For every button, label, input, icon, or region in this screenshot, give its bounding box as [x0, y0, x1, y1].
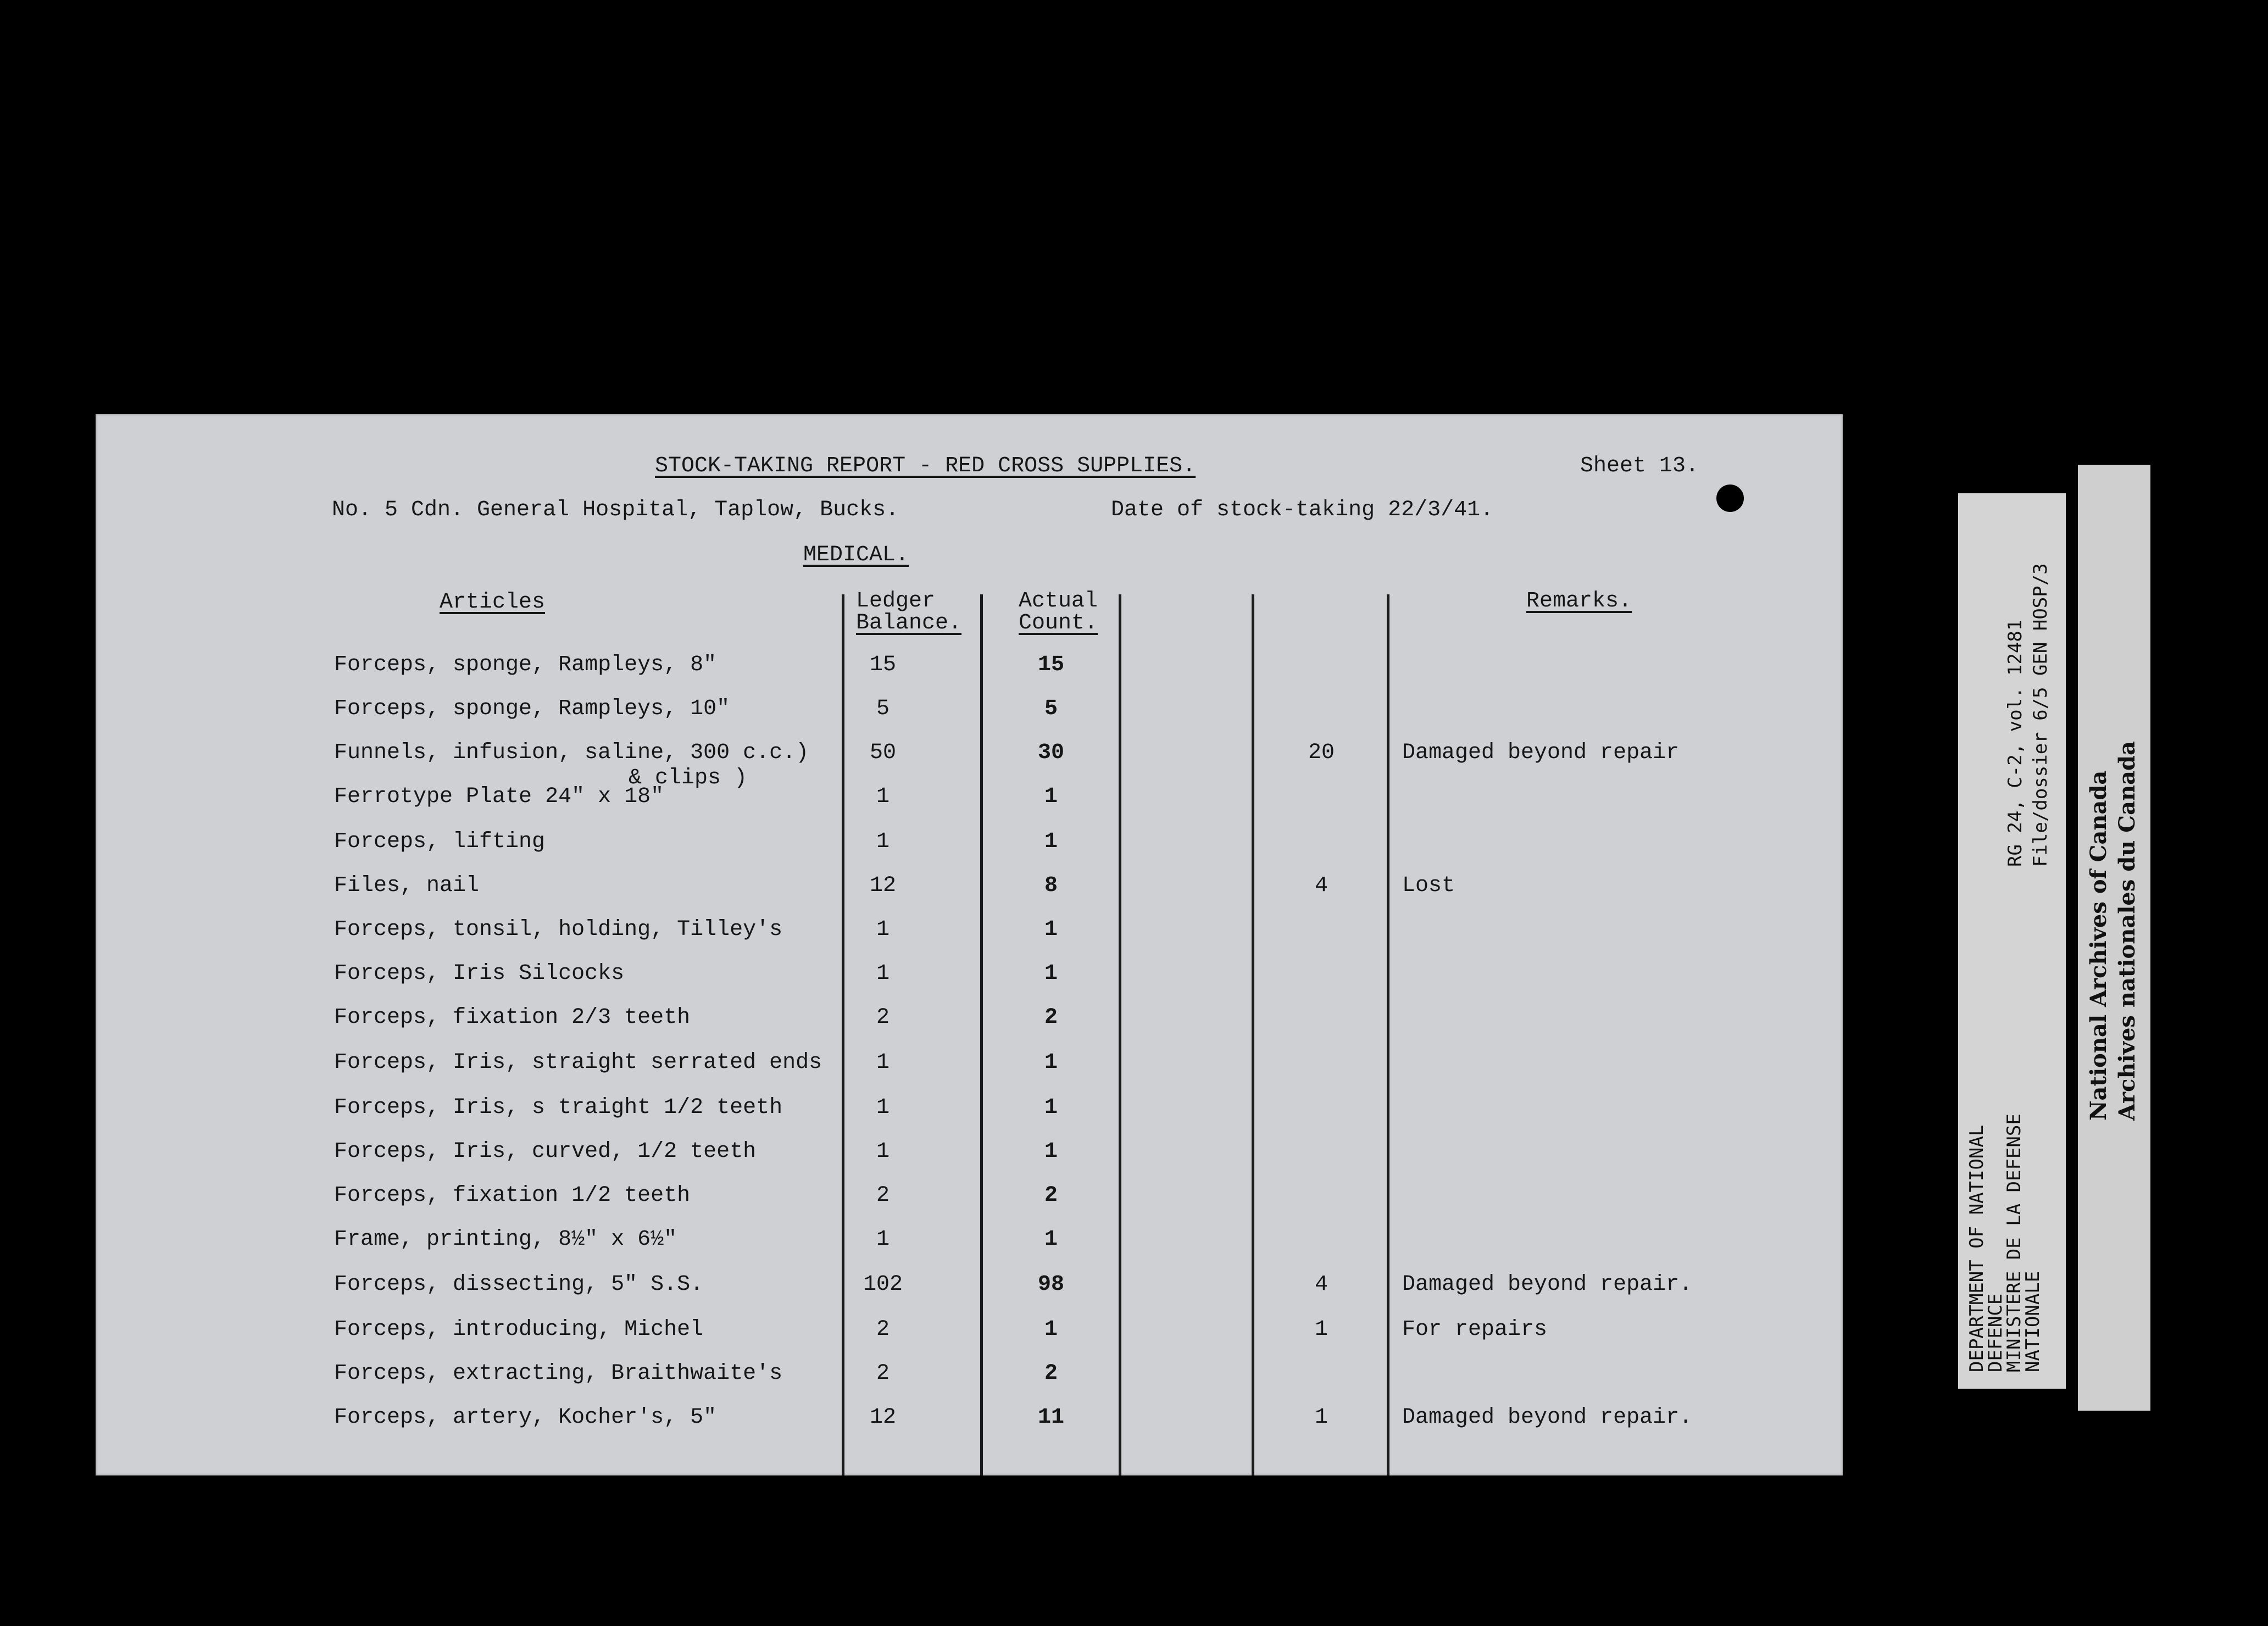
difference-cell: 1: [1314, 1317, 1328, 1342]
actual-cell: 2: [1044, 1361, 1058, 1386]
sheet-number: Sheet 13.: [1580, 454, 1699, 478]
ledger-cell: 2: [876, 1005, 890, 1030]
ledger-cell: 15: [869, 653, 896, 677]
report-title: STOCK-TAKING REPORT - RED CROSS SUPPLIES.: [655, 454, 1196, 478]
article-cell: Forceps, Iris Silcocks: [334, 961, 625, 986]
remark-cell: For repairs: [1402, 1317, 1548, 1342]
ledger-cell: 1: [876, 1050, 890, 1075]
continuation-line: & clips ): [629, 766, 748, 790]
ledger-cell: 2: [876, 1361, 890, 1386]
actual-cell: 1: [1044, 1095, 1058, 1120]
ledger-cell: 50: [869, 740, 896, 765]
actual-cell: 8: [1044, 873, 1058, 898]
ledger-cell: 1: [876, 917, 890, 942]
hospital-line: No. 5 Cdn. General Hospital, Taplow, Bucks.: [332, 498, 899, 522]
reference-dept-2: DEFENCE: [1984, 1293, 2006, 1372]
difference-cell: 4: [1314, 873, 1328, 898]
archive-stamp: [2078, 465, 2150, 1411]
column-divider: [980, 594, 983, 1475]
article-cell: Forceps, extracting, Braithwaite's: [334, 1361, 783, 1386]
actual-cell: 1: [1044, 1139, 1058, 1164]
archive-line-1: National Archives of Canada: [2086, 770, 2111, 1121]
stocktaking-date: Date of stock-taking 22/3/41.: [1111, 498, 1494, 522]
actual-cell: 15: [1037, 653, 1064, 677]
actual-cell: 11: [1037, 1405, 1064, 1430]
ledger-cell: 102: [863, 1272, 903, 1297]
article-cell: Forceps, sponge, Rampleys, 10": [334, 697, 730, 721]
actual-cell: 1: [1044, 917, 1058, 942]
remark-cell: Lost: [1402, 873, 1455, 898]
article-cell: Forceps, fixation 1/2 teeth: [334, 1183, 691, 1208]
column-divider: [842, 594, 844, 1475]
section-heading: MEDICAL.: [803, 543, 909, 567]
ledger-cell: 12: [869, 873, 896, 898]
article-cell: Funnels, infusion, saline, 300 c.c.): [334, 740, 809, 765]
ledger-cell: 12: [869, 1405, 896, 1430]
article-cell: Forceps, Iris, s traight 1/2 teeth: [334, 1095, 783, 1120]
header-articles: Articles: [440, 590, 546, 615]
remark-cell: Damaged beyond repair.: [1402, 1272, 1693, 1297]
actual-cell: 98: [1037, 1272, 1064, 1297]
remark-cell: Damaged beyond repair: [1402, 740, 1680, 765]
article-cell: Forceps, tonsil, holding, Tilley's: [334, 917, 783, 942]
ledger-cell: 1: [876, 1227, 890, 1252]
article-cell: Forceps, dissecting, 5" S.S.: [334, 1272, 704, 1297]
ledger-cell: 2: [876, 1183, 890, 1208]
reference-dept-4: NATIONALE: [2022, 1271, 2044, 1372]
remark-cell: Damaged beyond repair.: [1402, 1405, 1693, 1430]
actual-cell: 1: [1044, 1050, 1058, 1075]
difference-cell: 20: [1308, 740, 1335, 765]
article-cell: Forceps, lifting: [334, 829, 546, 854]
column-divider: [1119, 594, 1121, 1475]
article-cell: Forceps, artery, Kocher's, 5": [334, 1405, 717, 1430]
reference-ref-2: File/dossier 6/5 GEN HOSP/3: [2030, 563, 2052, 867]
reference-ref-1: RG 24, C-2, vol. 12481: [2004, 619, 2026, 867]
actual-cell: 2: [1044, 1005, 1058, 1030]
ledger-cell: 1: [876, 784, 890, 809]
reference-dept-3: MINISTERE DE LA DEFENSE: [2003, 1113, 2025, 1372]
ledger-cell: 2: [876, 1317, 890, 1342]
difference-cell: 1: [1314, 1405, 1328, 1430]
ledger-cell: 5: [876, 697, 890, 721]
column-divider: [1252, 594, 1254, 1475]
header-remarks: Remarks.: [1526, 589, 1632, 614]
header-actual-1: Actual: [1019, 589, 1098, 614]
reference-label: [1958, 493, 2066, 1389]
actual-cell: 30: [1037, 740, 1064, 765]
header-ledger-1: Ledger: [856, 589, 936, 614]
document-sheet: [96, 414, 1843, 1475]
ledger-cell: 1: [876, 1095, 890, 1120]
article-cell: Forceps, introducing, Michel: [334, 1317, 704, 1342]
article-cell: Ferrotype Plate 24" x 18": [334, 784, 664, 809]
actual-cell: 1: [1044, 784, 1058, 809]
article-cell: Frame, printing, 8½" x 6½": [334, 1227, 677, 1252]
actual-cell: 1: [1044, 1227, 1058, 1252]
difference-cell: 4: [1314, 1272, 1328, 1297]
ledger-cell: 1: [876, 961, 890, 986]
column-divider: [1387, 594, 1389, 1475]
header-ledger-2: Balance.: [856, 611, 962, 636]
actual-cell: 2: [1044, 1183, 1058, 1208]
ledger-cell: 1: [876, 829, 890, 854]
header-actual-2: Count.: [1019, 611, 1098, 636]
ledger-cell: 1: [876, 1139, 890, 1164]
article-cell: Forceps, Iris, curved, 1/2 teeth: [334, 1139, 757, 1164]
article-cell: Forceps, Iris, straight serrated ends: [334, 1050, 822, 1075]
archive-line-2: Archives nationales du Canada: [2114, 741, 2140, 1121]
actual-cell: 5: [1044, 697, 1058, 721]
punch-hole: [1716, 485, 1744, 512]
article-cell: Forceps, fixation 2/3 teeth: [334, 1005, 691, 1030]
article-cell: Forceps, sponge, Rampleys, 8": [334, 653, 717, 677]
article-cell: Files, nail: [334, 873, 480, 898]
actual-cell: 1: [1044, 961, 1058, 986]
actual-cell: 1: [1044, 829, 1058, 854]
reference-dept-1: DEPARTMENT OF NATIONAL: [1966, 1124, 1988, 1372]
actual-cell: 1: [1044, 1317, 1058, 1342]
